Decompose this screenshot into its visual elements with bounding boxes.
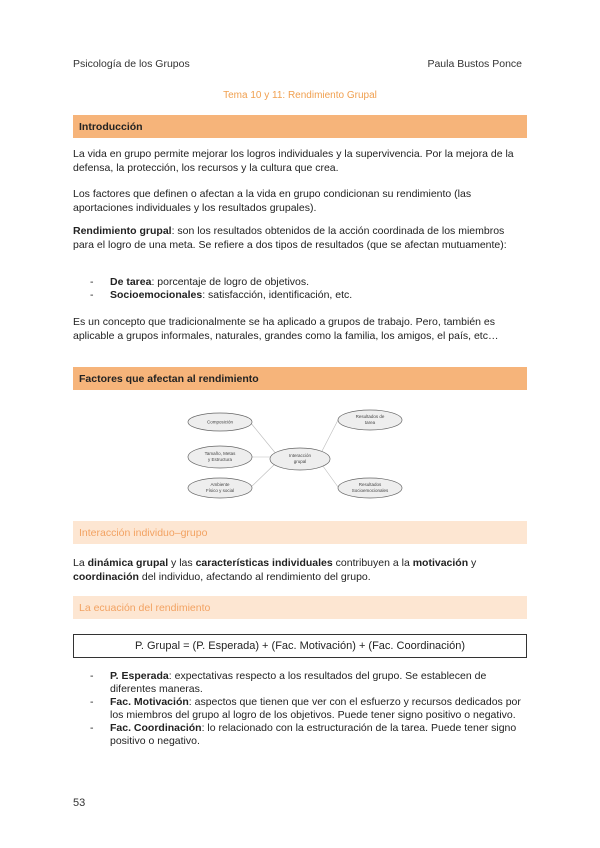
document-title: Tema 10 y 11: Rendimiento Grupal [223, 90, 377, 101]
term-coordinacion: coordinación [73, 570, 139, 583]
list-item [90, 670, 527, 696]
list-item-term: Fac. Coordinación [110, 722, 202, 734]
factors-diagram [180, 400, 430, 505]
list-dash: - [90, 722, 94, 734]
section-heading-introduccion [73, 115, 527, 138]
subsection-heading-ecuacion [73, 596, 527, 619]
list-dash: - [90, 276, 94, 288]
list-dash: - [90, 670, 94, 682]
definition-text: : son los resultados obtenidos de la acción coordinada de los miembros para el logro de una meta. Se refiere a dos tipos de resultados (que se afectan mutuamente): [73, 225, 507, 251]
list-item-term: Socioemocionales [110, 289, 203, 301]
list-item-term: De tarea [110, 276, 152, 288]
node-label: Composición [206, 419, 234, 425]
list-item-term: Fac. Motivación [110, 696, 189, 708]
text-run: y [468, 557, 477, 569]
interaction-paragraph [73, 557, 527, 584]
node-label: Resultados de [355, 414, 385, 419]
text-run: y las [168, 557, 196, 569]
performance-equation-box [73, 634, 527, 658]
node-label: grupal [293, 459, 307, 464]
equation-terms-list [90, 670, 527, 748]
list-item-text: : lo relacionado con la estructuración de la tarea. Puede tener signo positivo o negativo. [110, 722, 517, 747]
subsection-heading-text: La ecuación del rendimiento [79, 601, 211, 614]
section-heading-factores [73, 367, 527, 390]
list-item [90, 276, 527, 289]
result-types-list [90, 276, 527, 302]
list-dash: - [90, 696, 94, 708]
header-course: Psicología de los Grupos [73, 58, 190, 70]
list-item-text: : aspectos que tienen que ver con el esfuerzo y recursos dedicados por los miembros del grupo al logro de los objetivos. Puede tener signo positivo o negativo. [110, 696, 521, 721]
node-label: Resultados [358, 482, 382, 487]
intro-paragraph-1: La vida en grupo permite mejorar los logros individuales y la supervivencia. Por la mejora de la defensa, la protección, los recursos y la cultura que crea. [73, 148, 514, 174]
subsection-heading-text: Interacción individuo–grupo [79, 526, 208, 539]
list-item [90, 696, 527, 722]
intro-paragraph-2: Los factores que definen o afectan a la vida en grupo condicionan su rendimiento (las aportaciones individuales y los resultados grupales). [73, 188, 472, 214]
node-label: Socioemocionales [351, 488, 389, 493]
page-number: 53 [73, 797, 86, 809]
list-dash: - [90, 289, 94, 301]
subsection-heading-interaccion [73, 521, 527, 544]
node-label: Tamaño, Metas [204, 451, 236, 456]
list-item [90, 289, 527, 302]
term-caracteristicas-individuales: características individuales [195, 557, 333, 569]
term-rendimiento-grupal: Rendimiento grupal [73, 225, 172, 237]
text-run: La [73, 557, 88, 569]
term-dinamica-grupal: dinámica grupal [87, 557, 169, 569]
node-label: Físico y social [205, 488, 235, 493]
intro-paragraph-3 [73, 225, 527, 252]
node-label: Interacción [288, 453, 312, 458]
list-item-text: : expectativas respecto a los resultados del grupo. Se establecen de diferentes maneras. [110, 670, 487, 695]
list-item-term: P. Esperada [110, 670, 169, 682]
node-label: tarea [364, 420, 376, 425]
section-heading-text: Introducción [79, 120, 143, 133]
list-item [90, 722, 527, 748]
intro-paragraph-4: Es un concepto que tradicionalmente se ha aplicado a grupos de trabajo. Pero, también es aplicable a grupos informales, naturales, grandes como la familia, los amigos, el país, etc… [73, 316, 499, 342]
text-run: del individuo, afectando al rendimiento del grupo. [138, 570, 371, 583]
node-label: y Estructura [207, 457, 233, 462]
header-author: Paula Bustos Ponce [427, 58, 522, 70]
section-heading-text: Factores que afectan al rendimiento [79, 372, 259, 385]
node-label: Ambiente [210, 482, 230, 487]
list-item-text: : porcentaje de logro de objetivos. [151, 276, 310, 288]
term-motivacion: motivación [412, 557, 469, 569]
equation-formula: P. Grupal = (P. Esperada) + (Fac. Motivación) + (Fac. Coordinación) [134, 640, 466, 652]
list-item-text: : satisfacción, identificación, etc. [202, 289, 353, 301]
text-run: contribuyen a la [332, 557, 413, 569]
